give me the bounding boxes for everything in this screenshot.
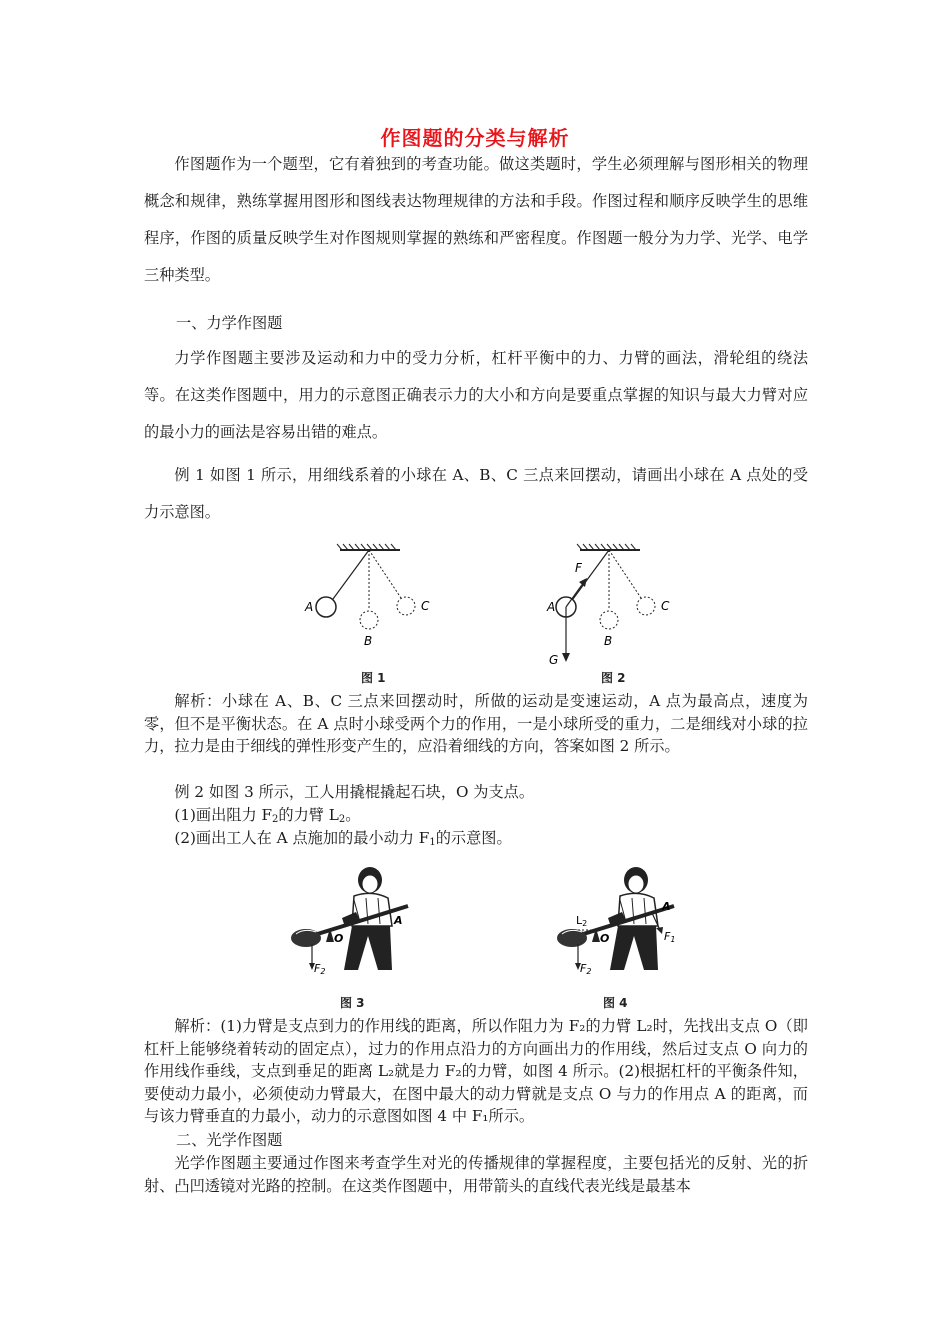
fig4-label-l: L2 bbox=[576, 914, 588, 928]
fig3-label-o: O bbox=[334, 932, 344, 945]
figure-2-caption: 图 2 bbox=[601, 671, 626, 685]
q2-text-pre: (2)画出工人在 A 点施加的最小动力 F bbox=[174, 829, 430, 847]
example-2-paragraph: 例 2 如图 3 所示，工人用撬棍撬起石块，O 为支点。 bbox=[174, 783, 535, 801]
fig1-label-a: A bbox=[305, 600, 314, 614]
question-1 bbox=[144, 804, 808, 827]
intro-paragraph: 作图题作为一个题型，它有着独到的考查功能。做这类题时，学生必须理解与图形相关的物理概念和规律，熟练掌握用图形和图线表达物理规律的方法和手段。作图过程和顺序反映学生的思维程序，作图的质量反映学生对作图规则掌握的熟练和严密程度。作图题一般分为力学、光学、电学三种类型。 bbox=[144, 155, 808, 284]
fig2-label-b: B bbox=[604, 634, 613, 648]
analysis-1-paragraph: 解析：小球在 A、B、C 三点来回摆动时，所做的运动是变速运动，A 点为最高点，速度为零，但不是平衡状态。在 A 点时小球受两个力的作用，一是小球所受的重力，二是细线对小球的拉力，拉力是由于细线的弹性形变产生的，应沿着细线的方向，答案如图 2 所示。 bbox=[144, 692, 808, 755]
figure-2-force-diagram bbox=[540, 542, 690, 666]
figure-4-caption: 图 4 bbox=[603, 996, 628, 1010]
figure-1-caption: 图 1 bbox=[361, 671, 386, 685]
figure-3-caption: 图 3 bbox=[340, 996, 365, 1010]
fig4-label-f1: F1 bbox=[664, 930, 676, 944]
fig4-label-f2: F2 bbox=[580, 962, 592, 976]
fig1-label-c: C bbox=[421, 599, 430, 613]
fig4-label-a: A bbox=[662, 900, 671, 913]
section-heading-mechanics: 一、力学作图题 bbox=[176, 314, 283, 332]
q2-text-post: 的示意图。 bbox=[435, 829, 512, 847]
q1-text-post: 。 bbox=[345, 806, 361, 824]
optics-intro-paragraph: 光学作图题主要通过作图来考查学生对光的传播规律的掌握程度，主要包括光的反射、光的折射、凸凹透镜对光路的控制。在这类作图题中，用带箭头的直线代表光线是最基本 bbox=[144, 1154, 808, 1195]
document-title: 作图题的分类与解析 bbox=[380, 126, 570, 150]
fig1-label-b: B bbox=[364, 634, 373, 648]
fig2-label-c: C bbox=[661, 599, 670, 613]
figure-3-lever-worker bbox=[282, 860, 422, 980]
figure-4-lever-solution bbox=[548, 860, 698, 980]
question-2 bbox=[144, 827, 808, 850]
fig2-label-a: A bbox=[547, 600, 556, 614]
q1-text-pre: (1)画出阻力 F bbox=[174, 806, 273, 824]
fig3-label-a: A bbox=[394, 914, 403, 927]
q1-sub-2: 2 bbox=[338, 814, 346, 825]
q1-sub: 2 bbox=[272, 814, 279, 825]
fig2-label-g: G bbox=[549, 653, 559, 666]
fig4-label-o: O bbox=[600, 932, 610, 945]
fig2-label-f: F bbox=[575, 561, 582, 575]
analysis-2-paragraph: 解析：(1)力臂是支点到力的作用线的距离，所以作阻力为 F₂的力臂 L₂时，先找出支点 O（即杠杆上能够绕着转动的固定点），过力的作用点沿力的方向画出力的作用线，然后过支点 O 向力的作用线作垂线，支点到垂足的距离 L₂就是力 F₂的力臂，如图 4 所示。(2)根据杠杆的平衡条件知，要使动力最小，必须使动力臂最大，在图中最大的动力臂就是支点 O 与力的作用点 A 的距离，而与该力臂垂直的力最小，动力的示意图如图 4 中 F₁所示。 bbox=[144, 1017, 808, 1125]
section-heading-optics: 二、光学作图题 bbox=[176, 1131, 283, 1149]
figure-1-pendulum bbox=[300, 542, 450, 662]
mechanics-intro-paragraph: 力学作图题主要涉及运动和力中的受力分析，杠杆平衡中的力、力臂的画法，滑轮组的绕法等。在这类作图题中，用力的示意图正确表示力的大小和方向是要重点掌握的知识与最大力臂对应的最小力的画法是容易出错的难点。 bbox=[144, 349, 808, 441]
fig3-label-f: F2 bbox=[314, 962, 326, 976]
example-1-paragraph: 例 1 如图 1 所示，用细线系着的小球在 A、B、C 三点来回摆动，请画出小球在 A 点处的受力示意图。 bbox=[144, 466, 808, 521]
q1-text-mid: 的力臂 L bbox=[278, 806, 339, 824]
q2-sub: 1 bbox=[429, 837, 436, 848]
